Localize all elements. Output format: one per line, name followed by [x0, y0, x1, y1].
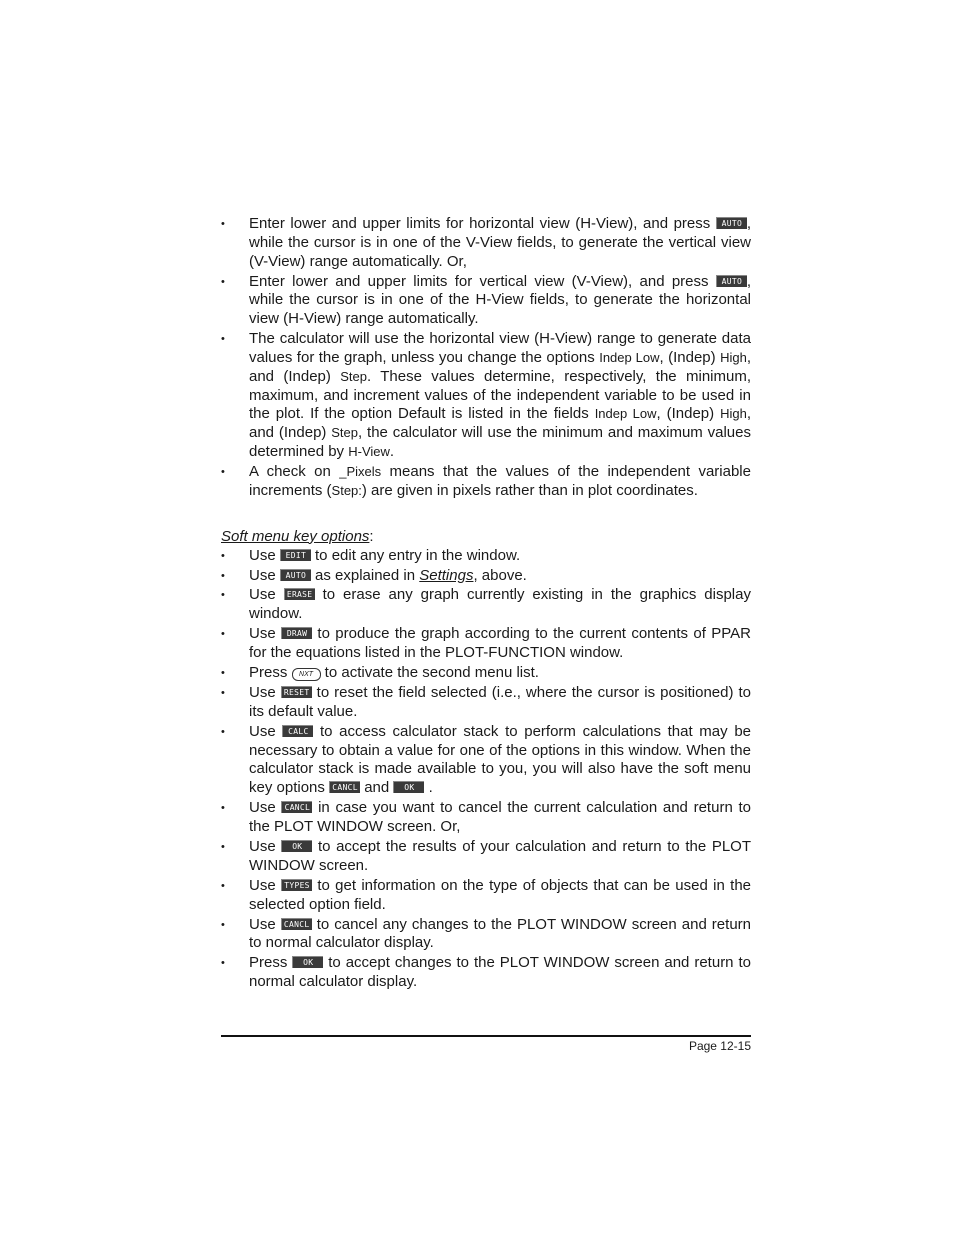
- cancl-softkey-icon: CANCL: [281, 918, 312, 930]
- body-text: , the calculator will use the minimum and maximum values determined by: [249, 424, 751, 460]
- body-text: Use: [249, 625, 282, 643]
- list-item: [221, 625, 751, 663]
- auto-softkey-icon: AUTO: [280, 569, 311, 581]
- list-item: [221, 799, 751, 837]
- view-bullet-list: [221, 215, 751, 501]
- types-softkey-icon: TYPES: [281, 879, 312, 891]
- nxt-key-icon: NXT: [292, 668, 321, 681]
- bullet-mark: •: [221, 218, 225, 230]
- body-text: . These values determine, respectively, the minimum, maximum, and increment values of the independent variable to be used in the plot. If the option Default is listed in the fields: [249, 367, 751, 423]
- page-body: [221, 215, 751, 993]
- bullet-mark: •: [221, 802, 225, 815]
- body-text: ) are given in pixels rather than in plot coordinates.: [361, 481, 698, 499]
- bullet-mark: •: [221, 589, 225, 602]
- bullet-mark: •: [221, 918, 225, 931]
- body-text: , and (Indep): [249, 405, 751, 442]
- option-name: Step: [340, 368, 367, 384]
- body-text: to accept the results of your calculation and return to the PLOT WINDOW screen.: [249, 837, 751, 874]
- body-text: , while the cursor is in one of the V-View fields, to generate the vertical view (V-View) range automatically. Or,: [249, 215, 751, 270]
- reset-softkey-icon: RESET: [281, 686, 312, 698]
- list-item: [221, 215, 751, 271]
- bullet-mark: •: [221, 569, 225, 582]
- list-item: [221, 916, 751, 954]
- bullet-mark: •: [221, 687, 225, 700]
- body-text: to accept changes to the PLOT WINDOW screen and return to normal calculator display.: [249, 954, 751, 991]
- body-text: , (Indep): [659, 348, 721, 366]
- body-text: to edit any entry in the window.: [310, 546, 521, 564]
- bullet-mark: •: [221, 465, 225, 478]
- body-text: means that the values of the independent variable increments (: [249, 462, 751, 499]
- bullet-mark: •: [221, 667, 225, 680]
- body-text: Use: [249, 915, 281, 933]
- list-item: [221, 463, 751, 501]
- list-item: [221, 567, 751, 586]
- body-text: as explained in: [310, 566, 420, 584]
- section-heading-suffix: :: [369, 527, 374, 545]
- soft-menu-list: [221, 547, 751, 992]
- body-text: to activate the second menu list.: [320, 664, 539, 682]
- page-number: Page 12-15: [688, 1039, 751, 1053]
- body-text: Enter lower and upper limits for vertical view (V-View), and press: [249, 272, 716, 290]
- list-item: [221, 664, 751, 683]
- body-text: Use: [249, 799, 282, 817]
- body-text: Use: [249, 586, 284, 604]
- list-item: [221, 723, 751, 798]
- calc-softkey-icon: CALC: [282, 725, 313, 737]
- body-text: and: [360, 779, 394, 797]
- cancl-softkey-icon: CANCL: [281, 801, 312, 813]
- body-text: The calculator will use the horizontal view (H-View) range to generate data values for the graph, unless you change the options: [249, 330, 751, 366]
- auto-softkey-icon: AUTO: [716, 217, 747, 229]
- body-text: .: [389, 442, 395, 460]
- auto-softkey-icon: AUTO: [716, 275, 747, 287]
- body-text: Use: [249, 566, 280, 584]
- list-item: [221, 954, 751, 992]
- ok-softkey-icon: OK: [292, 956, 323, 968]
- bullet-mark: •: [221, 840, 225, 853]
- body-text: to reset the field selected (i.e., where the cursor is positioned) to its default value.: [249, 684, 751, 720]
- bullet-mark: •: [221, 725, 225, 738]
- option-name: Step: [331, 425, 359, 441]
- edit-softkey-icon: EDIT: [280, 549, 311, 561]
- option-name: Indep Low: [594, 406, 657, 422]
- bullet-mark: •: [221, 628, 225, 641]
- list-item: [221, 877, 751, 915]
- body-text: Enter lower and upper limits for horizontal view (H-View), and press: [249, 215, 716, 232]
- section-heading: [221, 527, 751, 546]
- bullet-mark: •: [221, 549, 225, 562]
- body-text: Use: [249, 684, 281, 702]
- body-text: to produce the graph according to the current contents of PPAR for the equations listed in the PLOT-FUNCTION window.: [249, 625, 752, 662]
- erase-softkey-icon: ERASE: [284, 588, 315, 600]
- section-heading-text: Soft menu key options: [221, 527, 370, 545]
- list-item: [221, 838, 751, 876]
- list-item: [221, 273, 751, 329]
- bullet-mark: •: [221, 879, 225, 892]
- body-text: to get information on the type of objects that can be used in the selected option field.: [249, 876, 752, 913]
- body-text: to erase any graph currently existing in the graphics display window.: [249, 586, 751, 623]
- list-item: [221, 684, 751, 722]
- body-text: , (Indep): [656, 405, 721, 423]
- body-text: Use: [249, 876, 282, 894]
- footer-rule: [221, 1035, 751, 1037]
- list-item: [221, 547, 751, 566]
- body-text: Use: [249, 722, 283, 740]
- option-name: H-View: [348, 443, 390, 459]
- body-text: .: [424, 779, 433, 797]
- list-item: [221, 586, 751, 624]
- body-text: in case you want to cancel the current calculation and return to the PLOT WINDOW screen. Or,: [249, 799, 751, 835]
- body-text: Use: [249, 837, 282, 855]
- body-text: , and (Indep): [249, 348, 752, 385]
- option-name: _Pixels: [339, 463, 382, 479]
- body-text: , above.: [473, 566, 527, 584]
- body-text: Press: [249, 664, 292, 682]
- option-name: High: [720, 349, 747, 365]
- bullet-mark: •: [221, 275, 225, 288]
- option-name: Step:: [331, 482, 362, 498]
- body-text: A check on: [249, 462, 340, 480]
- ok-softkey-icon: OK: [281, 840, 312, 852]
- body-text: , while the cursor is in one of the H-View fields, to generate the horizontal view (H-View) range automatically.: [249, 272, 751, 328]
- body-text: to cancel any changes to the PLOT WINDOW screen and return to normal calculator display.: [249, 915, 751, 952]
- bullet-mark: •: [221, 957, 225, 970]
- body-text: Use: [249, 546, 280, 564]
- option-name: High: [720, 406, 747, 422]
- body-text: to access calculator stack to perform calculations that may be necessary to obtain a value for one of the options in this window. When the calculator stack is made available to you, you will also have the soft menu key options: [249, 722, 751, 797]
- ok-softkey-icon: OK: [393, 781, 424, 793]
- bullet-mark: •: [221, 333, 225, 346]
- body-text: Press: [249, 954, 293, 972]
- list-item: [221, 330, 751, 462]
- cancl-softkey-icon: CANCL: [329, 781, 360, 793]
- settings-link[interactable]: Settings: [419, 566, 474, 584]
- draw-softkey-icon: DRAW: [281, 627, 312, 639]
- option-name: Indep Low: [599, 349, 660, 365]
